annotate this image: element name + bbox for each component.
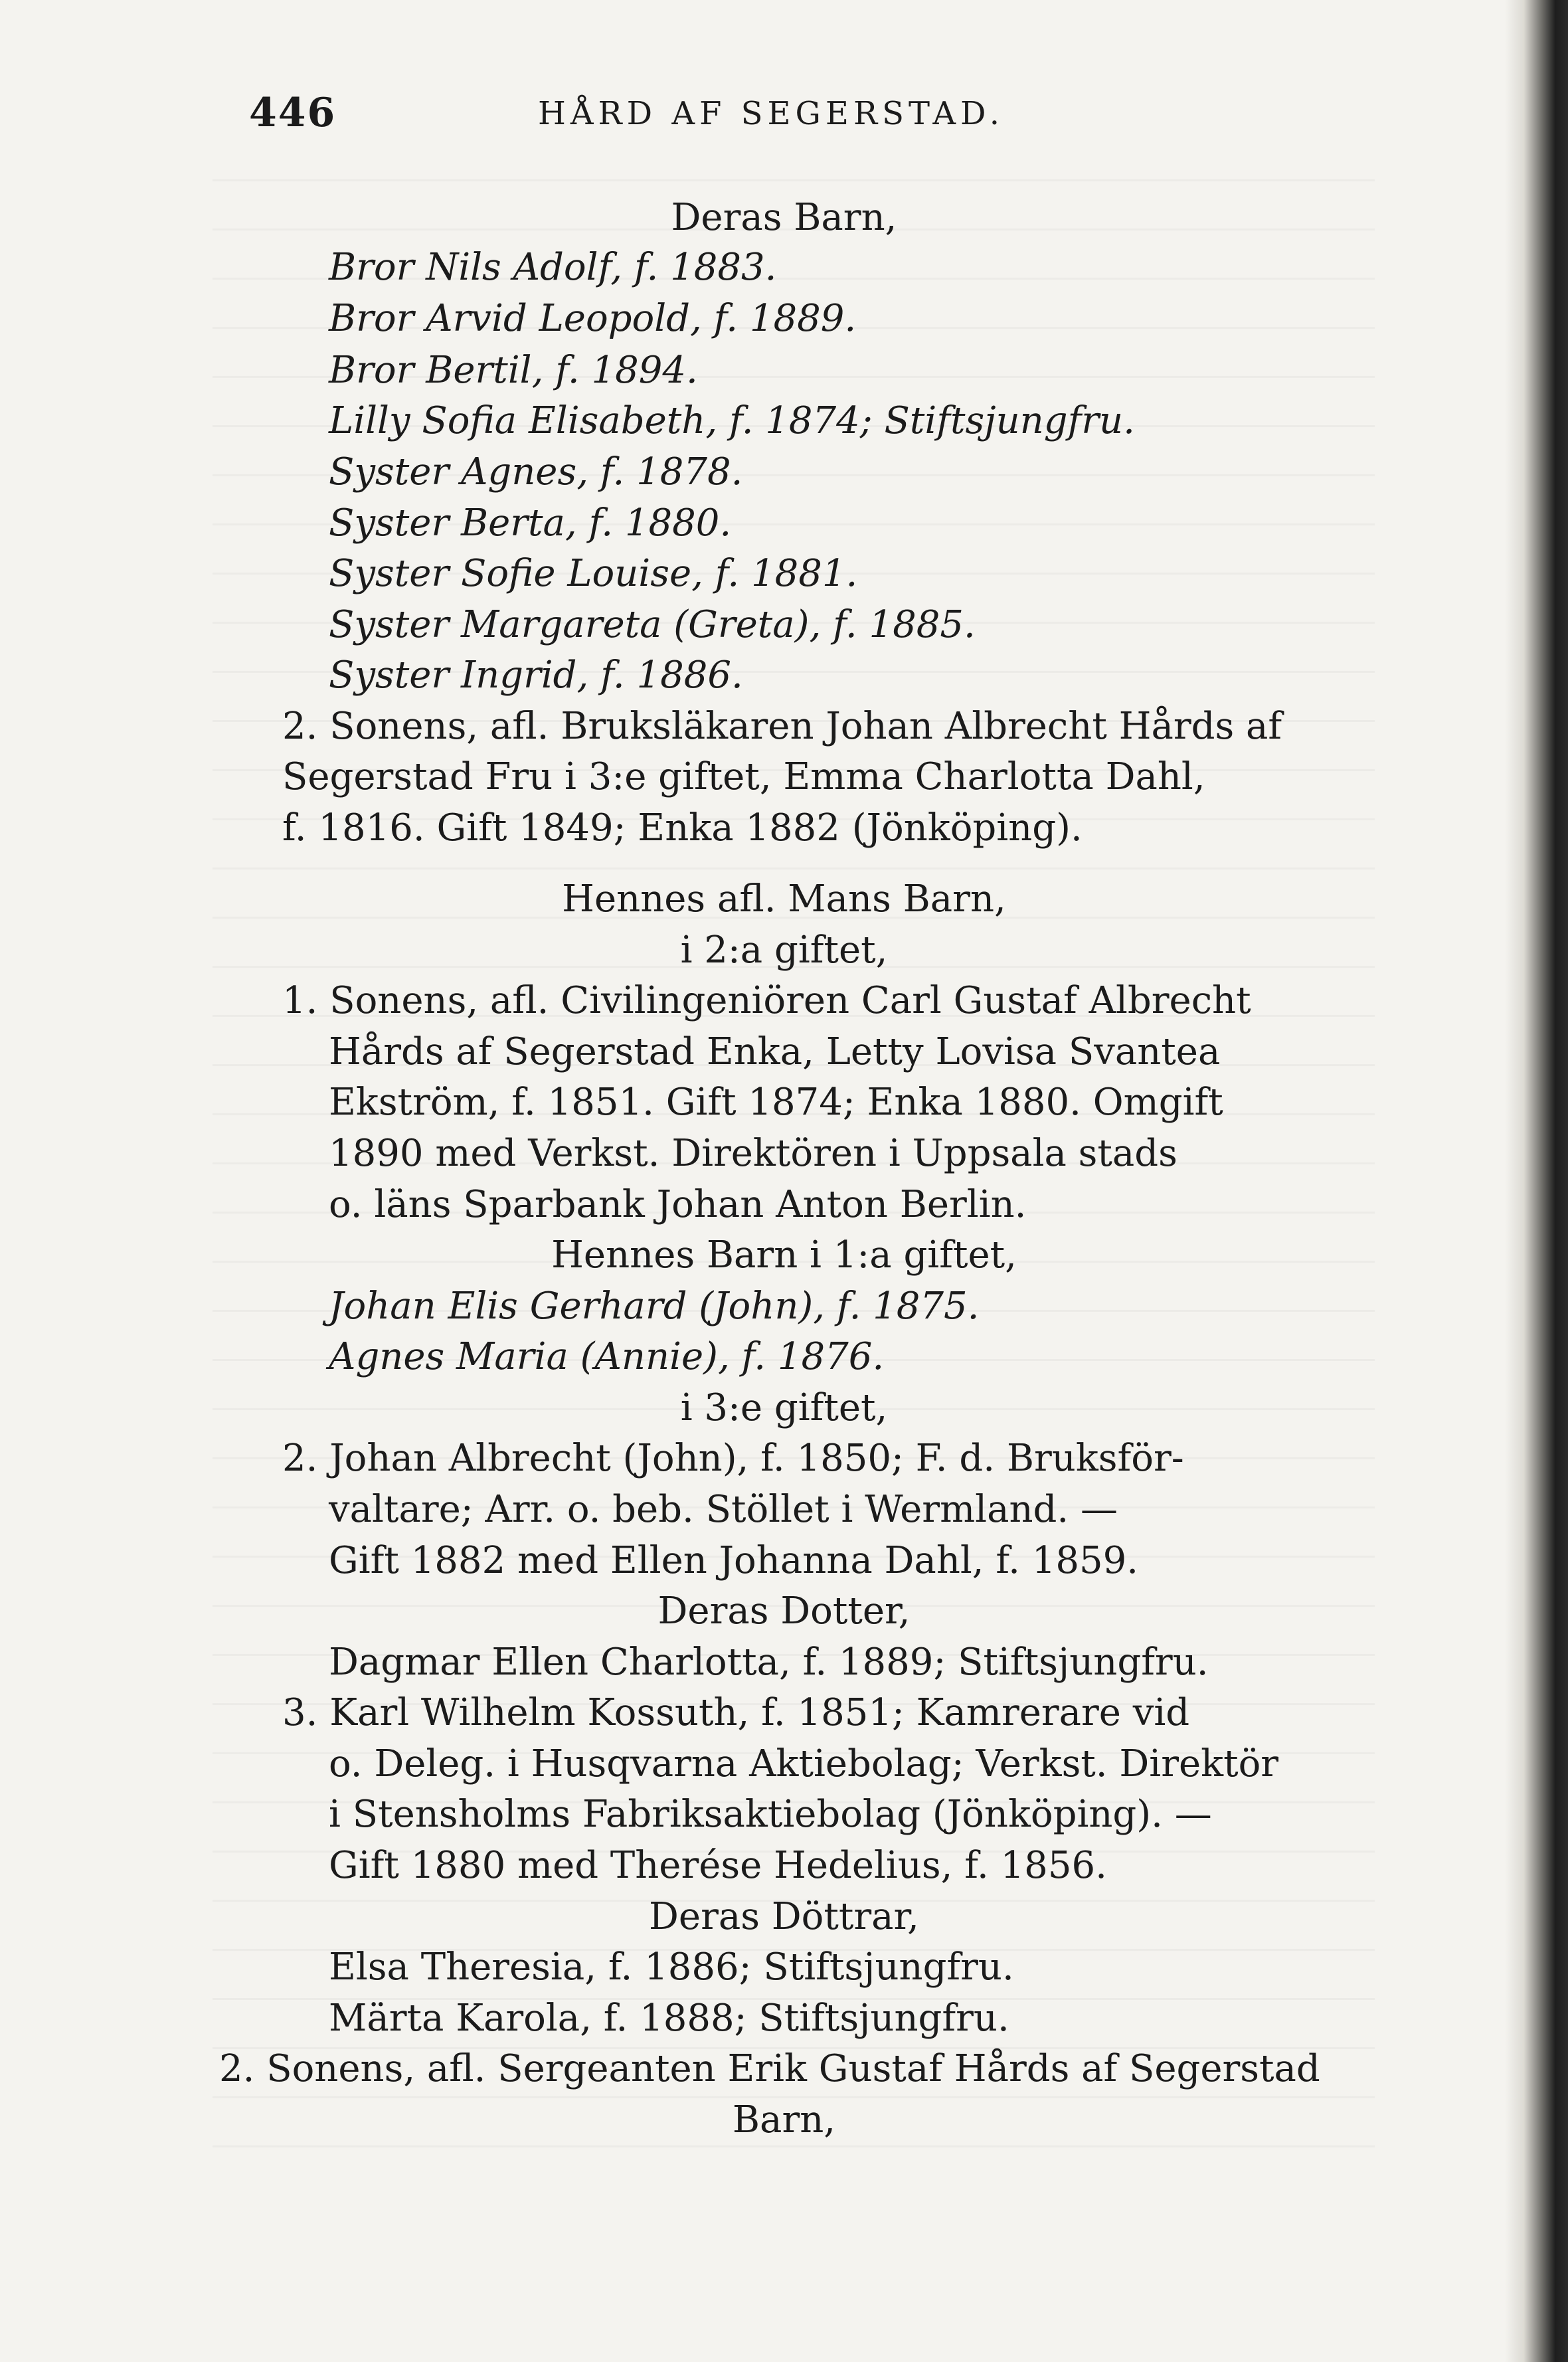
text-line: Ekström, f. 1851. Gift 1874; Enka 1880. Omgift: [329, 1081, 1223, 1124]
text-line: o. läns Sparbank Johan Anton Berlin.: [329, 1183, 1027, 1226]
text-line: Deras Dotter,: [657, 1590, 911, 1633]
text-line: Syster Agnes, f. 1878.: [329, 450, 743, 494]
text-line: Syster Ingrid, f. 1886.: [329, 654, 743, 697]
text-line: i 3:e giftet,: [680, 1386, 888, 1429]
running-head: HÅRD AF SEGERSTAD.: [538, 95, 1005, 132]
text-line: valtare; Arr. o. beb. Stöllet i Wermland. —: [329, 1488, 1118, 1531]
text-line: Bror Arvid Leopold, f. 1889.: [329, 297, 857, 340]
text-line: 2. Sonens, afl. Bruksläkaren Johan Albrecht Hårds af: [282, 705, 1282, 748]
page-header: [249, 90, 1378, 149]
text-line: f. 1816. Gift 1849; Enka 1882 (Jönköping).: [282, 806, 1083, 850]
text-line: Elsa Theresia, f. 1886; Stiftsjungfru.: [329, 1946, 1014, 1989]
text-line: 1890 med Verkst. Direktören i Uppsala stads: [329, 1132, 1177, 1175]
page-number: 446: [249, 90, 337, 136]
text-line: Hårds af Segerstad Enka, Letty Lovisa Svantea: [329, 1030, 1221, 1073]
text-line: Hennes afl. Mans Barn,: [562, 877, 1006, 921]
text-line: Gift 1882 med Ellen Johanna Dahl, f. 1859.: [329, 1539, 1139, 1582]
text-line: 2. Sonens, afl. Sergeanten Erik Gustaf Hårds af Segerstad: [219, 2047, 1320, 2090]
text-line: Märta Karola, f. 1888; Stiftsjungfru.: [329, 1997, 1009, 2040]
text-line: 3. Karl Wilhelm Kossuth, f. 1851; Kamrerare vid: [282, 1691, 1190, 1734]
text-line: Lilly Sofia Elisabeth, f. 1874; Stiftsjungfru.: [329, 399, 1135, 442]
text-line: i Stensholms Fabriksaktiebolag (Jönköping). —: [329, 1793, 1212, 1836]
text-line: 2. Johan Albrecht (John), f. 1850; F. d. Bruksför-: [282, 1437, 1184, 1480]
text-line: Syster Berta, f. 1880.: [329, 501, 732, 545]
book-spine-edge: [1505, 0, 1568, 2362]
text-line: Syster Margareta (Greta), f. 1885.: [329, 603, 976, 646]
text-line: Gift 1880 med Therése Hedelius, f. 1856.: [329, 1844, 1107, 1887]
text-line: Syster Sofie Louise, f. 1881.: [329, 552, 858, 595]
text-line: Johan Elis Gerhard (John), f. 1875.: [329, 1285, 980, 1328]
text-line: i 2:a giftet,: [680, 929, 888, 972]
text-line: Deras Barn,: [671, 196, 897, 239]
text-line: Hennes Barn i 1:a giftet,: [551, 1233, 1017, 1277]
text-line: o. Deleg. i Husqvarna Aktiebolag; Verkst. Direktör: [329, 1742, 1279, 1785]
text-line: Agnes Maria (Annie), f. 1876.: [329, 1335, 885, 1378]
text-line: Deras Döttrar,: [649, 1895, 919, 1938]
text-line: Barn,: [732, 2098, 836, 2141]
text-line: Segerstad Fru i 3:e giftet, Emma Charlotta Dahl,: [282, 755, 1205, 798]
text-line: Dagmar Ellen Charlotta, f. 1889; Stiftsjungfru.: [329, 1641, 1209, 1684]
text-line: 1. Sonens, afl. Civilingeniören Carl Gustaf Albrecht: [282, 979, 1251, 1022]
text-line: Bror Nils Adolf, f. 1883.: [329, 246, 777, 289]
text-line: Bror Bertil, f. 1894.: [329, 349, 698, 392]
